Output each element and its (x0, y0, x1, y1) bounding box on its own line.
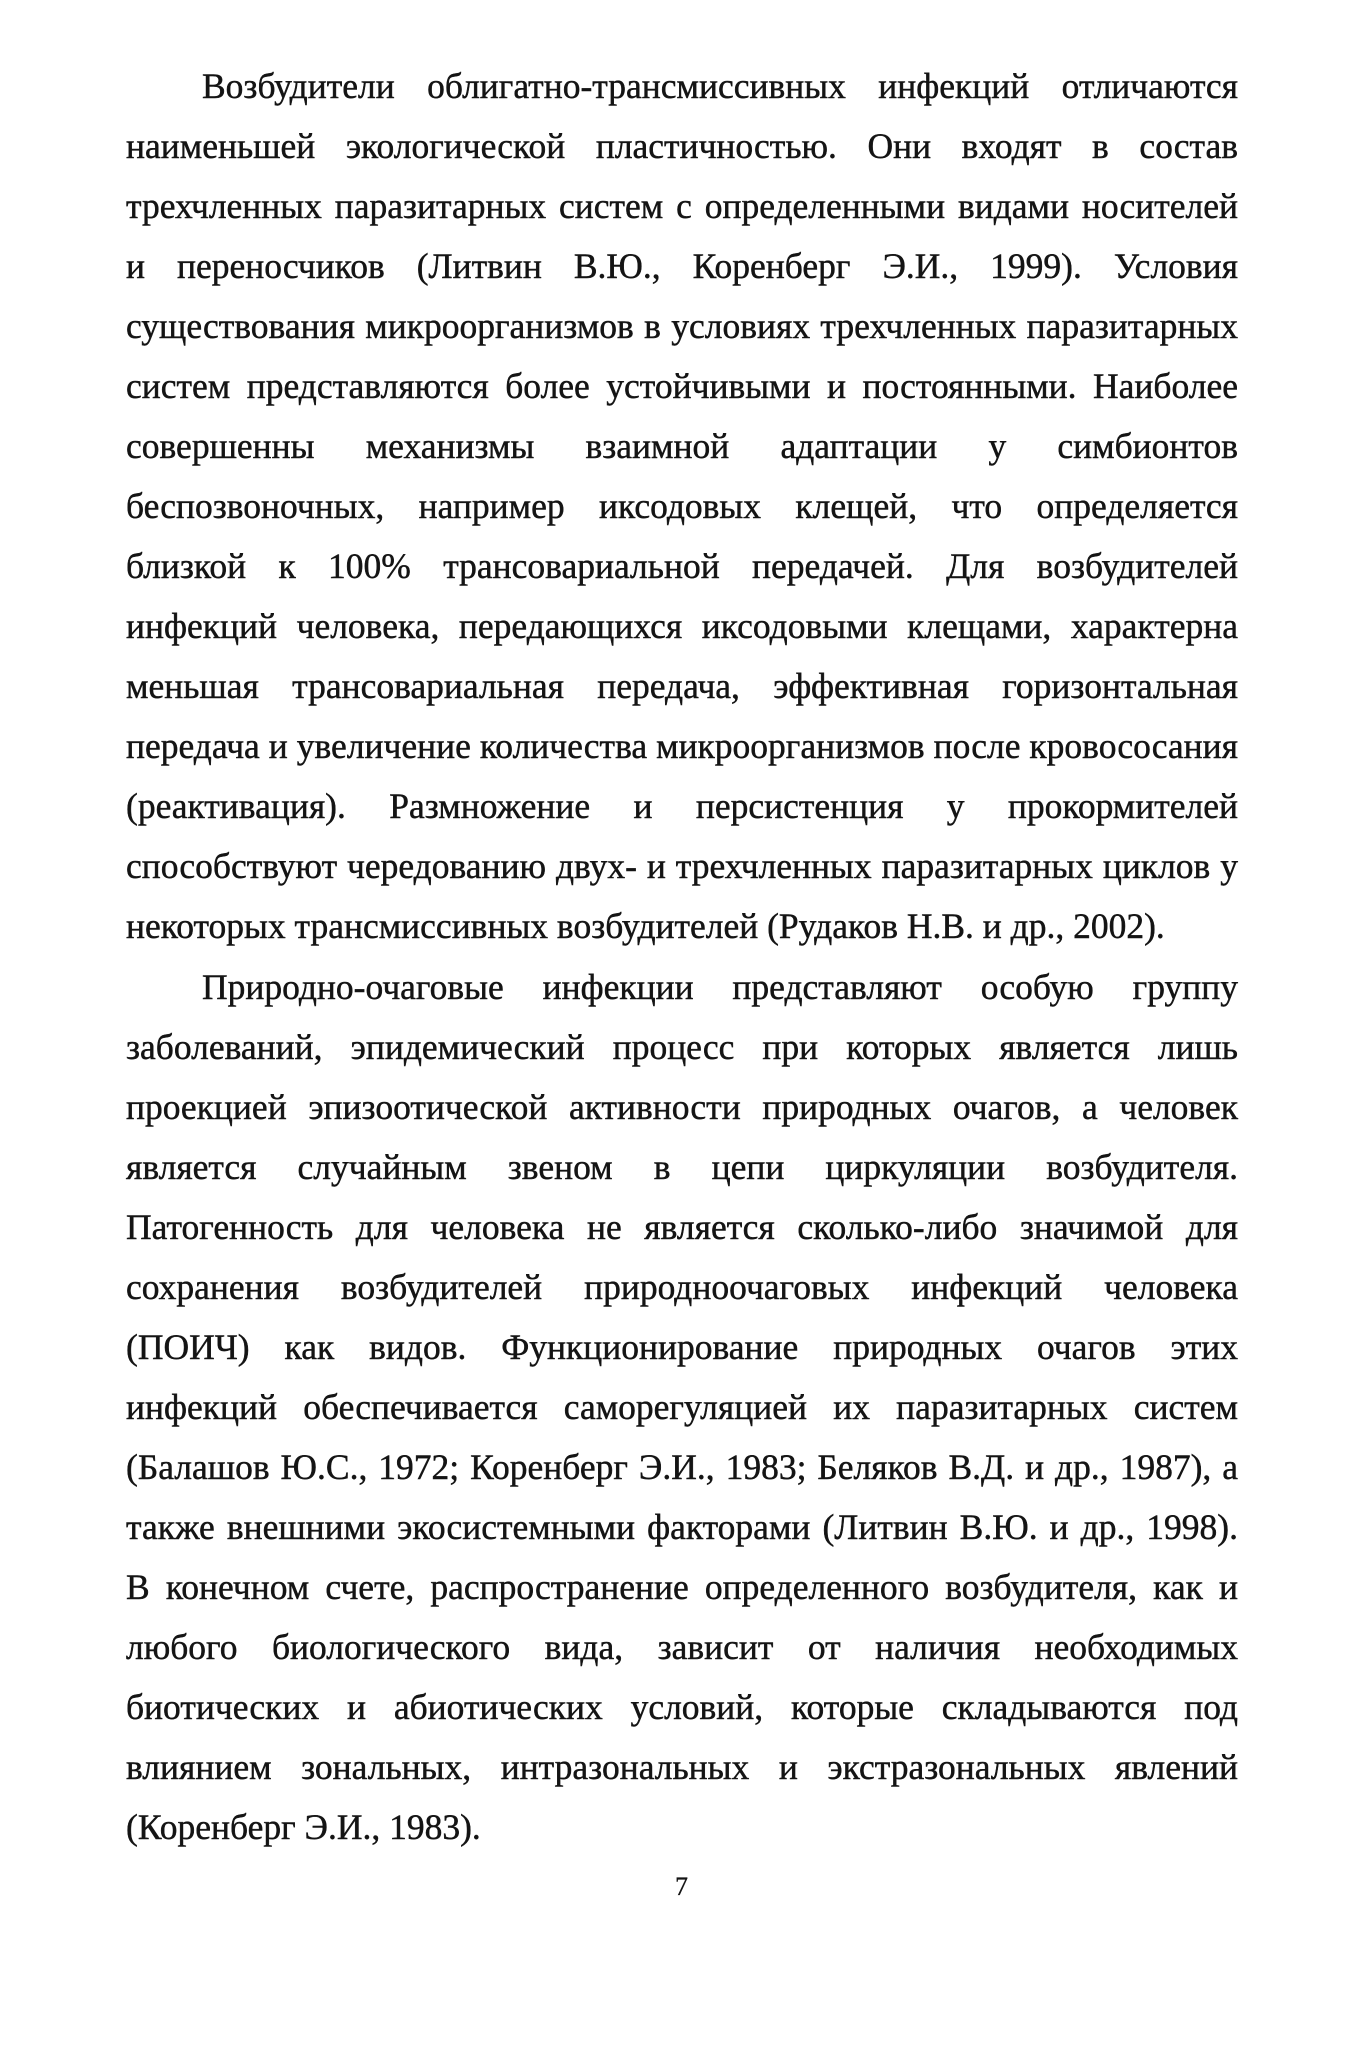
paragraph-2: Природно-очаговые инфекции представляют особую группу заболеваний, эпидемический процесс при которых является лишь проекцией эпизоотической активности природных очагов, а человек является случайным звеном в цепи циркуляции возбудителя. Патогенность для человека не является сколько-либо значимой для сохранения возбудителей природноочаговых инфекций человека (ПОИЧ) как видов. Функционирование природных очагов этих инфекций обеспечивается саморегуляцией их паразитарных систем (Балашов Ю.С., 1972; Коренберг Э.И., 1983; Беляков В.Д. и др., 1987), а также внешними экосистемными факторами (Литвин В.Ю. и др., 1998). В конечном счете, распространение определенного возбудителя, как и любого биологического вида, зависит от наличия необходимых биотических и абиотических условий, которые складываются под влиянием зональных, интразональных и экстразональных явлений (Коренберг Э.И., 1983). (126, 966, 1238, 1847)
page-number: 7 (675, 1872, 688, 1901)
paragraph-1: Возбудители облигатно-трансмиссивных инфекций отличаются наименьшей экологической пластичностью. Они входят в состав трехчленных паразитарных систем с определенными видами носителей и переносчиков (Литвин В.Ю., Коренберг Э.И., 1999). Условия существования микроорганизмов в условиях трехчленных паразитарных систем представляются более устойчивыми и постоянными. Наиболее совершенны механизмы взаимной адаптации у симбионтов беспозвоночных, например иксодовых клещей, что определяется близкой к 100% трансовариальной передачей. Для возбудителей инфекций человека, передающихся иксодовыми клещами, характерна меньшая трансовариальная передача, эффективная горизонтальная передача и увеличение количества микроорганизмов после кровососания (реактивация). Размножение и персистенция у прокормителей способствуют чередованию двух- и трехчленных паразитарных циклов у некоторых трансмиссивных возбудителей (Рудаков Н.В. и др., 2002). (126, 65, 1238, 946)
